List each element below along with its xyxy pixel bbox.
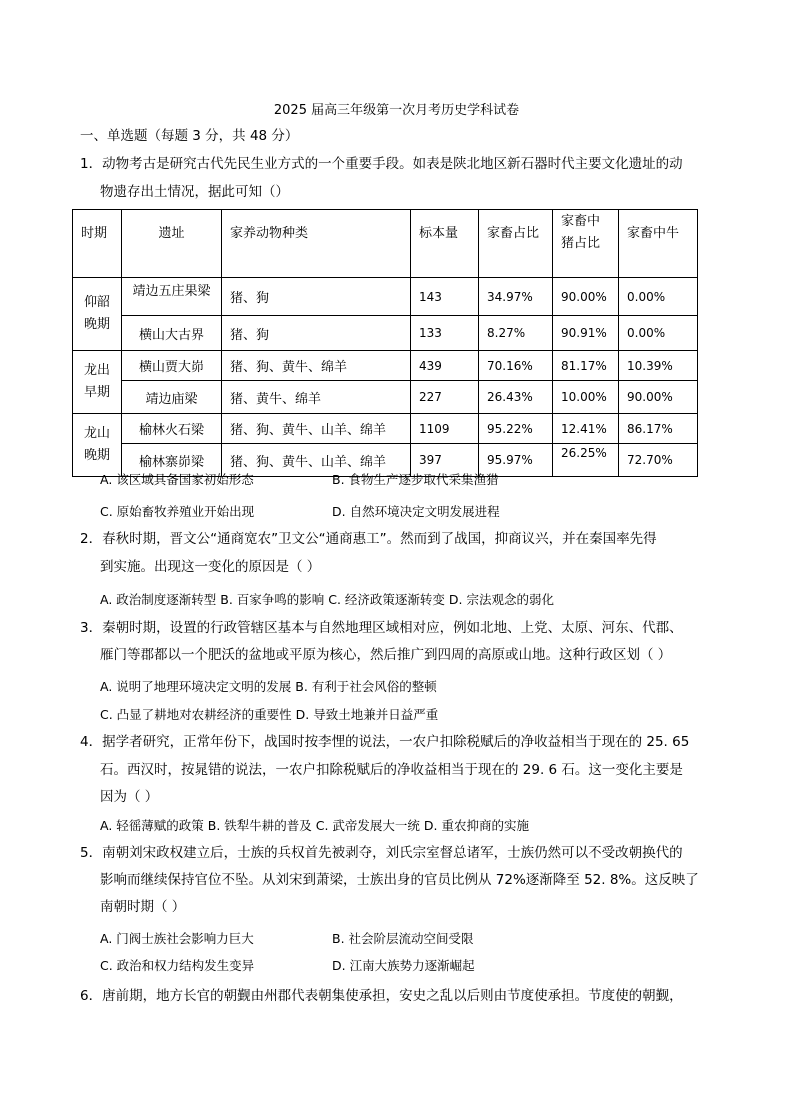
sample-cell: 1109 (411, 414, 479, 444)
period-cell: 仰韶 晚期 (73, 278, 122, 351)
sample-cell: 143 (411, 278, 479, 316)
animals-cell: 猪、狗 (222, 316, 411, 351)
period-cell: 龙出 早期 (73, 351, 122, 414)
animals-cell: 猪、狗、黄牛、山羊、绵羊 (222, 414, 411, 444)
ratio-cell: 26.43% (479, 381, 553, 414)
q1-stem-line1: 1．动物考古是研究古代先民生业方式的一个重要手段。如表是陕北地区新石器时代主要文化遗址的动 (80, 156, 683, 172)
cattle-cell: 0.00% (619, 316, 698, 351)
q4-stem-line1: 4．据学者研究，正常年份下，战国时按李悝的说法，一农户扣除税赋后的净收益相当于现在的 25. 65 (80, 734, 690, 750)
q3-stem-line2: 雁门等郡都以一个肥沃的盆地或平原为核心，然后推广到四周的高原或山地。这种行政区划（ ） (100, 647, 672, 663)
pig-cell: 26.25% (553, 444, 619, 477)
q1-option-c[interactable]: C. 原始畜牧养殖业开始出现 (100, 504, 255, 519)
q6-stem-line1: 6．唐前期，地方长官的朝觐由州郡代表朝集使承担，安史之乱以后则由节度使承担。节度使的朝觐， (80, 988, 683, 1004)
table-row (73, 351, 698, 381)
animals-cell: 猪、黄牛、绵羊 (222, 381, 411, 414)
q2-stem-line2: 到实施。出现这一变化的原因是（ ） (100, 559, 321, 575)
site-cell: 靖边庙梁 (122, 381, 222, 414)
period-cell: 龙山 晚期 (73, 414, 122, 477)
q1-data-table (72, 209, 698, 477)
sample-cell: 439 (411, 351, 479, 381)
ratio-cell: 70.16% (479, 351, 553, 381)
q2-stem-line1: 2．春秋时期，晋文公“通商宽农”卫文公“通商惠工”。然而到了战国，抑商议兴，并在秦国率先得 (80, 531, 657, 547)
animals-cell: 猪、狗、黄牛、绵羊 (222, 351, 411, 381)
pig-cell: 90.00% (553, 278, 619, 316)
q4-options[interactable]: A. 轻徭薄赋的政策 B. 铁犁牛耕的普及 C. 武帝发展大一统 D. 重农抑商的实施 (100, 818, 529, 833)
header-sample-count: 标本量 (411, 210, 479, 278)
ratio-cell: 34.97% (479, 278, 553, 316)
q4-stem-line2: 石。西汉时，按晁错的说法，一农户扣除税赋后的净收益相当于现在的 29. 6 石。这一变化主要是 (100, 762, 683, 778)
cattle-cell: 86.17% (619, 414, 698, 444)
header-cattle-ratio: 家畜中牛 (619, 210, 698, 278)
q1-option-b[interactable]: B. 食物生产逐步取代采集渔猎 (332, 472, 499, 487)
table-row (73, 278, 698, 316)
cattle-cell: 72.70% (619, 444, 698, 477)
site-cell: 横山贾大峁 (122, 351, 222, 381)
site-cell: 榆林寨峁梁 (122, 444, 222, 477)
exam-title: 2025 届高三年级第一次月考历史学科试卷 (273, 103, 520, 118)
site-cell: 横山大古界 (122, 316, 222, 351)
site-cell: 榆林火石梁 (122, 414, 222, 444)
q3-options-ab[interactable]: A. 说明了地理环境决定文明的发展 B. 有利于社会风俗的整顿 (100, 679, 437, 694)
q4-stem-line3: 因为（ ） (100, 789, 159, 805)
q5-option-c[interactable]: C. 政治和权力结构发生变异 (100, 958, 255, 973)
pig-cell: 81.17% (553, 351, 619, 381)
q5-stem-line2: 影响而继续保持官位不坠。从刘宋到萧梁，士族出身的官员比例从 72%逐渐降至 52. 8%。这反映了 (100, 872, 699, 888)
q5-stem-line1: 5．南朝刘宋政权建立后，士族的兵权首先被剥夺，刘氏宗室督总诸军，士族仍然可以不受改朝换代的 (80, 845, 683, 861)
q3-stem-line1: 3．秦朝时期，设置的行政管辖区基本与自然地理区域相对应，例如北地、上党、太原、河东、代郡、 (80, 620, 683, 636)
pig-cell: 90.91% (553, 316, 619, 351)
q5-option-d[interactable]: D. 江南大族势力逐渐崛起 (332, 958, 475, 973)
site-cell: 靖边五庄果梁 (122, 278, 222, 316)
q5-option-b[interactable]: B. 社会阶层流动空间受限 (332, 931, 474, 946)
header-livestock-ratio: 家畜占比 (479, 210, 553, 278)
q1-option-a[interactable]: A. 该区域具备国家初始形态 (100, 472, 254, 487)
sample-cell: 227 (411, 381, 479, 414)
header-animal-types: 家养动物种类 (222, 210, 411, 278)
sample-cell: 133 (411, 316, 479, 351)
pig-cell: 10.00% (553, 381, 619, 414)
header-site: 遗址 (122, 210, 222, 278)
header-pig-ratio: 家畜中 猪占比 (553, 210, 619, 278)
q5-option-a[interactable]: A. 门阀士族社会影响力巨大 (100, 931, 254, 946)
q1-stem-line2: 物遗存出土情况，据此可知（） (100, 184, 289, 200)
table-row (73, 381, 698, 414)
animals-cell: 猪、狗 (222, 278, 411, 316)
q2-options[interactable]: A. 政治制度逐渐转型 B. 百家争鸣的影响 C. 经济政策逐渐转变 D. 宗法观念的弱化 (100, 592, 554, 607)
ratio-cell: 95.22% (479, 414, 553, 444)
sample-cell: 397 (411, 444, 479, 477)
q3-options-cd[interactable]: C. 凸显了耕地对农耕经济的重要性 D. 导致土地兼并日益严重 (100, 707, 439, 722)
header-period: 时期 (73, 210, 122, 278)
animals-cell: 猪、狗、黄牛、山羊、绵羊 (222, 444, 411, 477)
cattle-cell: 0.00% (619, 278, 698, 316)
cattle-cell: 10.39% (619, 351, 698, 381)
table-row (73, 414, 698, 444)
table-header-row (73, 210, 698, 278)
q1-option-d[interactable]: D. 自然环境决定文明发展进程 (332, 504, 500, 519)
table-row (73, 316, 698, 351)
ratio-cell: 95.97% (479, 444, 553, 477)
section-heading: 一、单选题（每题 3 分，共 48 分） (80, 128, 299, 144)
cattle-cell: 90.00% (619, 381, 698, 414)
pig-cell: 12.41% (553, 414, 619, 444)
q5-stem-line3: 南朝时期（ ） (100, 899, 186, 915)
ratio-cell: 8.27% (479, 316, 553, 351)
